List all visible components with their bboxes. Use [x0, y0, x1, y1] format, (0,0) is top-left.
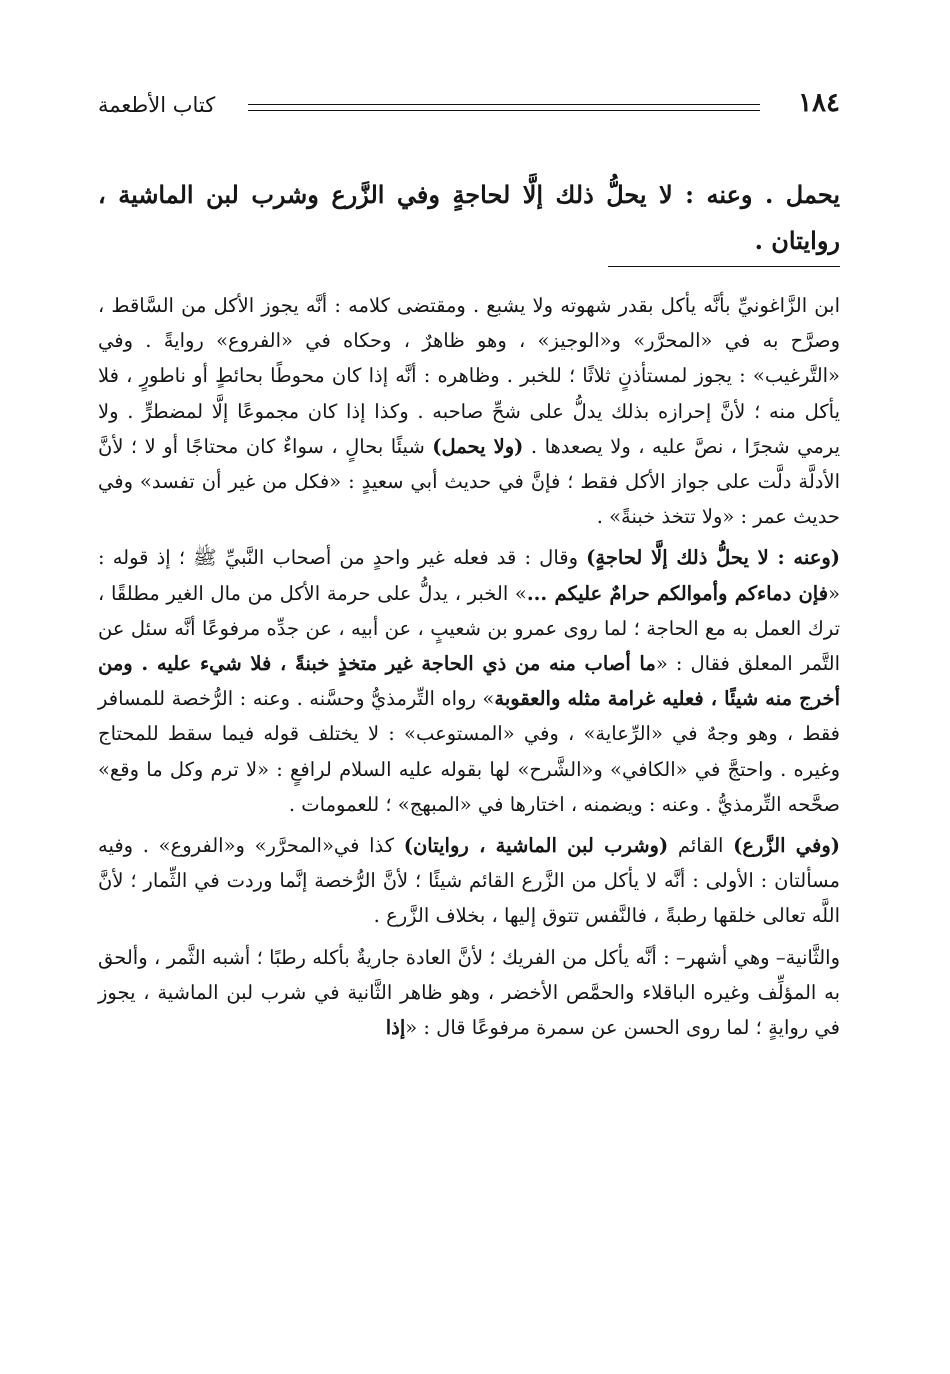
commentary-text: شيئًا بحالٍ ، سواءٌ كان محتاجًا أو لا ؛ لأنَّ الأدلَّة دلَّت على جواز الأكل فقط ؛ فإنَّ في حديث أبي سعيدٍ : «فكل من غير أن تفسد» وفي حديث عمر : «ولا تتخذ خبنةً» .: [98, 434, 841, 529]
page-header: [98, 88, 840, 128]
quoted-matn-phrase: (وفي الزَّرع): [733, 834, 841, 858]
hadith-text: ما أصاب منه من ذي الحاجة غير متخذٍ خبنةً ، فلا شيء عليه . ومن أخرج منه شيئًا ، فعليه غرامة مثله والعقوبة: [98, 652, 840, 711]
commentary-paragraph: [98, 540, 840, 822]
hadith-text: فإن دماءكم وأموالكم حرامٌ عليكم ...: [526, 581, 829, 605]
commentary-text: والثَّانية– وهي أشهر– : أنَّه يأكل من الفريك ؛ لأنَّ العادة جاريةٌ بأكله رطبًا ؛ أشبه الثَّمر ، وألحق به المؤلِّف وغيره الباقلاء والحمَّص الأخضر ، وهو ظاهر الثَّانية في شرب لبن الماشية ، يجوز في روايةٍ ؛ لما روى الحسن عن سمرة مرفوعًا قال : «: [98, 945, 840, 1040]
hadith-text: إذا: [385, 1016, 406, 1040]
commentary-text: كذا في«المحرَّر» و«الفروع» . وفيه مسألتان : الأولى : أنَّه لا يأكل من الزَّرع القائم شيئًا ؛ لأنَّ الرُّخصة إنَّما وردت في الثِّمار ؛ لأنَّ اللَّه تعالى خلقها رطبةً ، فالنَّفس تتوق إليها ، بخلاف الزَّرع .: [98, 834, 840, 928]
commentary-text: » الخبر ، يدلُّ على حرمة الأكل من مال الغير مطلقًا ، ترك العمل به مع الحاجة ؛ لما روى عمرو بن شعيبٍ ، عن أبيه ، عن جدِّه مرفوعًا أنَّه سئل عن التَّمر المعلق فقال : «: [98, 581, 841, 676]
commentary-paragraph: [98, 940, 840, 1046]
commentary-body: [98, 288, 840, 1051]
quoted-matn-phrase: (وعنه : لا يحلُّ ذلك إلَّا لحاجةٍ): [586, 546, 840, 570]
commentary-paragraph: [98, 288, 840, 534]
commentary-text: ابن الزَّاغونيِّ بأنَّه يأكل بقدر شهوته ولا يشبع . ومقتضى كلامه : أنَّه يجوز الأكل من السَّاقط ، وصرَّح به في «المحرَّر» و«الوجيز» ، وهو ظاهرٌ ، وحكاه في «الفروع» روايةً . وفي «التَّرغيب» : يجوز لمستأذنٍ ثلاثًا ؛ للخبر . وظاهره : أنَّه إذا كان محوطًا بحائطٍ أو ناطورٍ ، فلا يأكل منه ؛ لأنَّ إحرازه بذلك يدلُّ على شحِّ صاحبه . وكذا إذا كان مجموعًا إلَّا لمضطرٍّ . ولا يرمي شجرًا ، نصَّ عليه ، ولا يصعدها .: [98, 294, 840, 458]
commentary-text: » رواه التِّرمذيُّ وحسَّنه . وعنه : الرُّخصة للمسافر فقط ، وهو وجهٌ في «الرِّعاية» ، وفي «المستوعب» : لا يختلف قوله فيما سقط للمحتاج وغيره . واحتجَّ في «الكافي» و«الشَّرح» لها بقوله عليه السلام لرافعٍ : «لا ترم وكل ما وقع» صحَّحه التِّرمذيُّ . وعنه : ويضمنه ، اختارها في «المبهج» ؛ للعمومات .: [98, 687, 840, 816]
quoted-matn-phrase: (ولا يحمل): [432, 434, 524, 458]
page-number: ١٨٤: [798, 88, 840, 118]
matn-separator-rule: [608, 266, 840, 267]
commentary-text: القائم: [668, 834, 734, 858]
commentary-paragraph: [98, 828, 840, 934]
matn-text: يحمل . وعنه : لا يحلُّ ذلك إلَّا لحاجةٍ وفي الزَّرع وشرب لبن الماشية ، روايتان .: [98, 180, 840, 255]
running-title: كتاب الأطعمة: [98, 93, 216, 117]
book-page: [98, 0, 840, 1374]
quoted-matn-phrase: (وشرب لبن الماشية ، روايتان): [403, 834, 669, 858]
commentary-text: وقال : قد فعله غير واحدٍ من أصحاب النَّبيِّ ﷺ ؛ إذ قوله : «: [98, 546, 840, 605]
header-rule: [248, 104, 760, 111]
